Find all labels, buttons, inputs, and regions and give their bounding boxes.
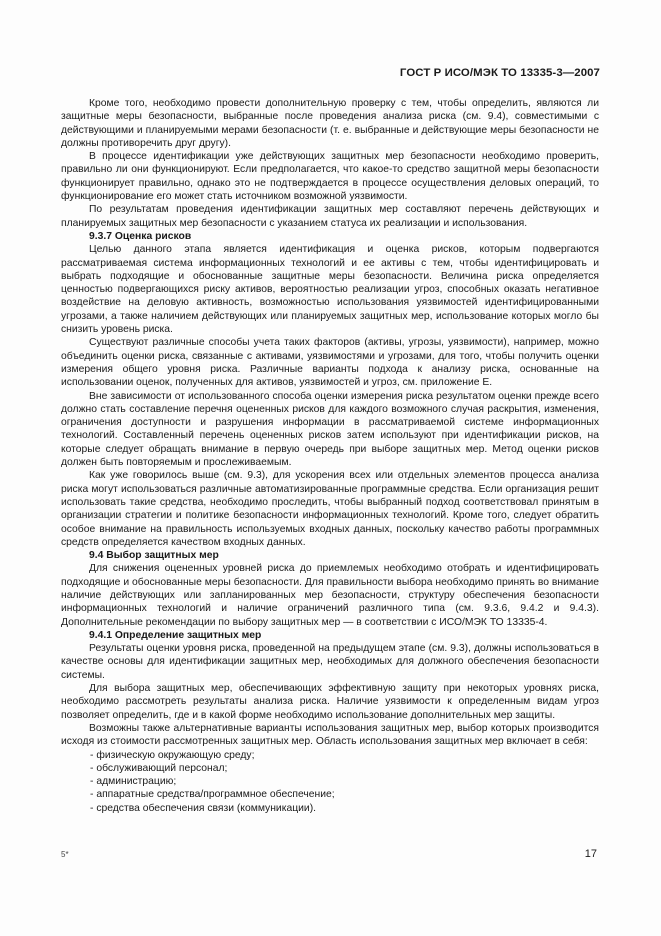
body-paragraph: Существуют различные способы учета таких факторов (активы, угрозы, уязвимости), например, можно объединить оценки риска, связанные с активами, уязвимостями и угрозами, для того, чтобы получить оценки измерения общего уровня риска. Различные варианты подхода к анализу риска, основанные на использовании оценок, полученных для активов, уязвимостей и угроз, см. приложение Е. xyxy=(61,337,599,389)
section-heading: 9.4.1 Определение защитных мер xyxy=(89,629,262,641)
body-paragraph: Вне зависимости от использованного способа оценки измерения риска результатом оценки прежде всего должно стать составление перечня оцененных рисков для каждого возможного случая раскрытия, изменения, ограничения доступности и разрушения информации в рассматриваемой системе информационных технологий. Составленный перечень оцененных рисков затем используют при идентификации рисков, на которые следует обращать внимание в первую очередь при выборе защитных мер. Метод оценки рисков должен быть повторяемым и прослеживаемым. xyxy=(61,390,599,469)
section-heading: 9.3.7 Оценка рисков xyxy=(89,230,192,242)
page-number: 17 xyxy=(584,848,597,860)
document-header: ГОСТ Р ИСО/МЭК ТО 13335-3—2007 xyxy=(399,67,600,79)
sheet-mark: 5* xyxy=(61,850,69,859)
body-paragraph: Кроме того, необходимо провести дополнительную проверку с тем, чтобы определить, являются ли защитные меры безопасности, выбранные после проведения анализа риска (см. 9.4), совместимыми с действующими и планируемыми мерами безопасности (т. е. выбранные и действующие меры безопасности не должны противоречить друг другу). xyxy=(61,98,599,149)
body-paragraph: Результаты оценки уровня риска, проведенной на предыдущем этапе (см. 9.3), должны использоваться в качестве основы для идентификации защитных мер, необходимых для должного обеспечения безопасности системы. xyxy=(61,643,599,681)
body-paragraph: По результатам проведения идентификации защитных мер составляют перечень действующих и планируемых защитных мер безопасности с указанием статуса их реализации и использования. xyxy=(61,204,599,229)
list-item: - обслуживающий персонал; xyxy=(90,762,228,774)
body-paragraph: Для выбора защитных мер, обеспечивающих эффективную защиту при некоторых уровнях риска, необходимо рассмотреть результаты анализа риска. Наличие уязвимости к определенным видам угроз позволяет определить, где и в какой форме необходимо использование дополнительных мер защиты. xyxy=(61,683,599,721)
body-paragraph: Целью данного этапа является идентификация и оценка рисков, которым подвергаются рассматриваемая система информационных технологий и ее активы с тем, чтобы идентифицировать и выбрать подходящие и обоснованные защитные меры безопасности. Величина риска определяется ценностью подвергающихся риску активов, вероятностью реализации угроз, способных оказать негативное воздействие на деловую активность, возможностью использования уязвимостей идентифицированными угрозами, а также наличием действующих или планируемых защитных мер, использование которых могло бы снизить уровень риска. xyxy=(61,244,599,336)
body-paragraph: Возможны также альтернативные варианты использования защитных мер, выбор которых производится исходя из стоимости рассмотренных защитных мер. Область использования защитных мер включает в себя: xyxy=(61,722,599,748)
body-paragraph: В процессе идентификации уже действующих защитных мер безопасности необходимо проверить, правильно ли они функционируют. Если предполагается, что какое-то средство защитной меры безопасности функционирует правильно, однако это не подтверждается в процессе осуществления деловых операций, то функционирование его может стать источником возможной уязвимости. xyxy=(61,151,599,203)
scope-list xyxy=(61,749,599,815)
list-item: - физическую окружающую среду; xyxy=(90,749,255,761)
body-paragraph: Для снижения оцененных уровней риска до приемлемых необходимо отобрать и идентифицировать подходящие и обоснованные меры безопасности. Для правильности выбора необходимо принять во внимание наличие действующих или запланированных мер безопасности, структуру обеспечения безопасности информационных технологий и наличие ограничений различного типа (см. 9.3.6, 9.4.2 и 9.4.3). Дополнительные рекомендации по выбору защитных мер — в соответствии с ИСО/МЭК ТО 13335-4. xyxy=(61,563,599,628)
body-paragraph: Как уже говорилось выше (см. 9.3), для ускорения всех или отдельных элементов процесса анализа риска могут использоваться различные автоматизированные программные средства. Если организация решит использовать такие средства, необходимо проследить, чтобы выбранный подход соответствовал принятым в организации стратегии и политике безопасности информационных технологий. Кроме того, следует обратить особое внимание на правильность используемых входных данных, поскольку качество работы программных средств определяется качеством входных данных. xyxy=(61,470,599,548)
list-item: - администрацию; xyxy=(90,776,177,788)
list-item: - средства обеспечения связи (коммуникации). xyxy=(90,802,317,814)
list-item: - аппаратные средства/программное обеспечение; xyxy=(90,789,335,801)
section-heading: 9.4 Выбор защитных мер xyxy=(89,550,219,562)
document-body xyxy=(61,97,599,815)
